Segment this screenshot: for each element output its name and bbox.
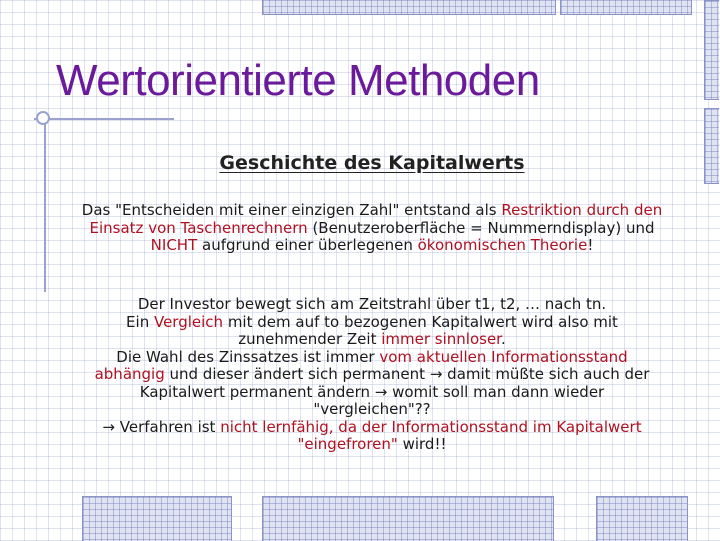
text: mit dem auf to bezogenen Kapitalwert wird also mit zunehmender Zeit — [223, 312, 618, 348]
text: und dieser ändert sich permanent — [164, 365, 430, 383]
text: wird!! — [397, 435, 447, 453]
text: womit soll man dann wieder "vergleichen"?? — [313, 382, 605, 418]
text: Ein — [126, 312, 154, 331]
decorative-vertical-line — [44, 112, 46, 292]
highlight: nicht lernfähig, da der Informationsstand im Kapitalwert "eingefroren" — [220, 417, 642, 453]
arrow-icon: → — [374, 382, 388, 401]
highlight: NICHT — [150, 236, 198, 254]
line-investor: Der Investor bewegt sich am Zeitstrahl über t1, t2, … nach tn. — [137, 295, 607, 313]
text: damit müßte sich auch der Kapitalwert permanent ändern — [139, 365, 650, 401]
highlight: Vergleich — [153, 312, 224, 331]
arrow-icon: → — [429, 365, 443, 383]
paragraph-history — [80, 202, 664, 255]
decorative-circle — [36, 111, 50, 125]
decorative-block-bottom-1 — [82, 496, 232, 541]
decorative-block-bottom-2 — [262, 496, 554, 541]
text: Verfahren ist — [114, 417, 221, 436]
text: . — [500, 330, 506, 348]
text: (Benutzeroberfläche = Nummerndisplay) und — [307, 218, 655, 237]
paragraph-critique — [80, 296, 664, 454]
decorative-block-top-right-1 — [262, 0, 556, 15]
text: Das "Entscheiden mit einer einzigen Zahl" entstand als — [81, 201, 502, 219]
decorative-horizontal-line — [34, 118, 174, 120]
slide-subtitle: Geschichte des Kapitalwerts — [219, 152, 525, 174]
highlight: ökonomischen Theorie — [417, 236, 588, 254]
text: aufgrund einer überlegenen — [197, 236, 418, 254]
text: Die Wahl des Zinssatzes ist immer — [116, 347, 380, 366]
decorative-block-top-right-2 — [560, 0, 692, 15]
highlight: immer sinnloser — [381, 330, 501, 348]
text: ! — [587, 236, 594, 254]
decorative-block-right-1 — [704, 0, 719, 100]
arrow-icon: → — [102, 417, 115, 436]
decorative-block-bottom-3 — [596, 496, 688, 541]
highlight: vom aktuellen Informationsstand abhängig — [94, 347, 628, 383]
highlight: Restriktion durch den Einsatz von Taschenrechnern — [89, 201, 663, 237]
slide-title: Wertorientierte Methoden — [56, 56, 540, 105]
